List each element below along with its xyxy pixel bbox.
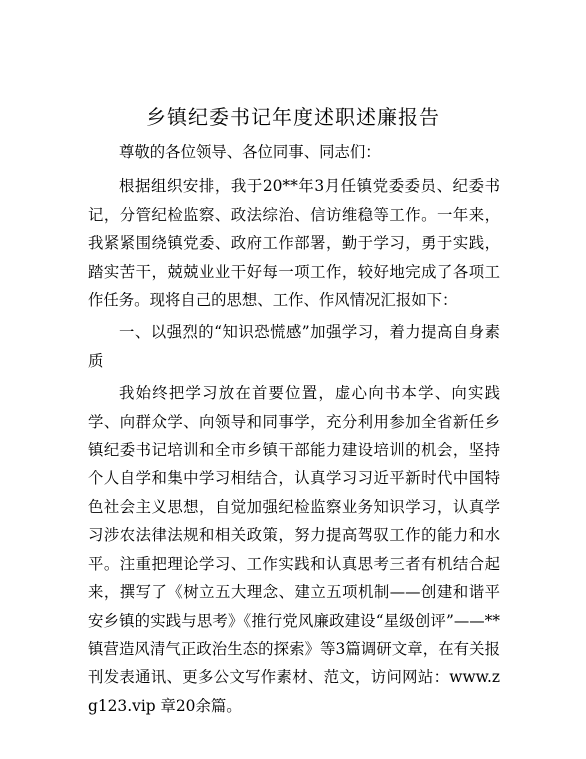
document-body — [88, 138, 500, 720]
paragraph-study: 我始终把学习放在首要位置，虚心向书本学、向实践学、向群众学、向领导和同事学，充分利用参加全省新任乡镇纪委书记培训和全市乡镇干部能力建设培训的机会，坚持个人自学和集中学习相结合，认真学习习近平新时代中国特色社会主义思想，自觉加强纪检监察业务知识学习，认真学习涉农法律法规和相关政策，努力提高驾驭工作的能力和水平。注重把理论学习、工作实践和认真思考三者有机结合起来，撰写了《树立五大理念、建立五项机制——创建和谐平安乡镇的实践与思考》《推行党风廉政建设“星级创评”——**镇营造风清气正政治生态的探索》等3篇调研文章，在有关报刊发表通讯、更多公文写作素材、范文，访问网站：www.zg123.vip 章20余篇。 — [88, 384, 500, 715]
document-title: 乡镇纪委书记年度述职述廉报告 — [146, 105, 440, 129]
salutation: 尊敬的各位领导、各位同事、同志们： — [119, 143, 381, 161]
paragraph-intro: 根据组织安排，我于20**年3月任镇党委委员、纪委书记，分管纪检监察、政法综治、信访维稳等工作。一年来，我紧紧围绕镇党委、政府工作部署，勤于学习，勇于实践，踏实苦干，兢兢业业干好每一项工作，较好地完成了各项工作任务。现将自己的思想、工作、作风情况汇报如下： — [88, 177, 500, 310]
section-heading-1: 一、以强烈的“知识恐慌感”加强学习，着力提高自身素质 — [88, 323, 500, 370]
